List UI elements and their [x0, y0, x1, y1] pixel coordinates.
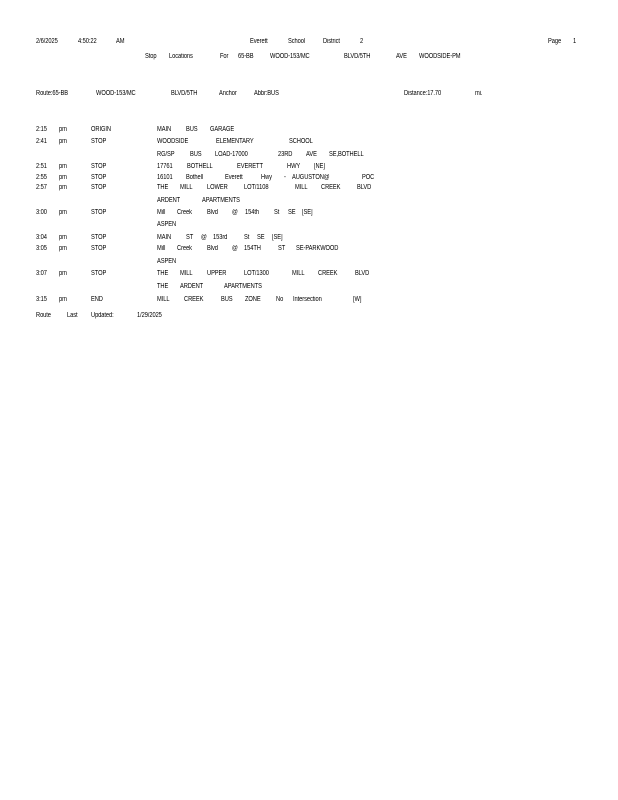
- stop-location-word: UPPER: [207, 270, 227, 277]
- route-id: Route:65-BB: [36, 90, 68, 97]
- stop-location-word: THE: [157, 184, 169, 191]
- stop-ampm: pm: [59, 174, 67, 181]
- footer-word: Updated:: [91, 312, 114, 319]
- stop-location-word: CREEK: [321, 184, 341, 191]
- report-ampm: AM: [116, 38, 125, 45]
- stop-location-word: SCHOOL: [289, 138, 313, 145]
- stop-location-word: ZONE: [245, 296, 261, 303]
- stop-type: STOP: [91, 209, 107, 216]
- stop-ampm: pm: [59, 126, 67, 133]
- route-distance: Distance:17.70: [404, 90, 442, 97]
- org-word: Everett: [250, 38, 268, 45]
- subtitle-word: WOODSIDE-PM: [419, 53, 461, 60]
- stop-location-word: CREEK: [184, 296, 204, 303]
- stop-location-word: ASPEN: [157, 221, 177, 228]
- stop-location-word: LOT/1108: [244, 184, 269, 191]
- stop-location-word: SE-PARKWOOD: [296, 245, 339, 252]
- stop-type: STOP: [91, 138, 107, 145]
- subtitle-word: BLVD/5TH: [344, 53, 371, 60]
- stop-location-word: MILL: [180, 184, 193, 191]
- stop-location-word: Bothell: [186, 174, 203, 181]
- org-word: School: [288, 38, 306, 45]
- stop-location-word: MILL: [180, 270, 193, 277]
- stop-location-word: Blvd: [207, 209, 218, 216]
- stop-ampm: pm: [59, 245, 67, 252]
- stop-location-word: BUS: [186, 126, 198, 133]
- stop-time: 3:04: [36, 234, 47, 241]
- subtitle-word: AVE: [396, 53, 407, 60]
- stop-ampm: pm: [59, 138, 67, 145]
- stop-time: 2:15: [36, 126, 47, 133]
- subtitle-word: WOOD-153/MC: [270, 53, 310, 60]
- stop-location-word: 153rd: [213, 234, 228, 241]
- stop-type: END: [91, 296, 103, 303]
- stop-location-word: THE: [157, 270, 169, 277]
- org-word: 2: [360, 38, 364, 45]
- stop-location-word: RG/SP: [157, 151, 175, 158]
- stop-location-word: LOWER: [207, 184, 228, 191]
- stop-location-word: SE: [257, 234, 265, 241]
- stop-location-word: HWY: [287, 163, 301, 170]
- stop-type: ORIGIN: [91, 126, 111, 133]
- stop-time: 3:00: [36, 209, 47, 216]
- footer-word: Route: [36, 312, 51, 319]
- stop-location-word: Intersection: [293, 296, 322, 303]
- stop-location-word: Everett: [225, 174, 243, 181]
- stop-location-word: THE: [157, 283, 169, 290]
- stop-ampm: pm: [59, 234, 67, 241]
- stop-type: STOP: [91, 174, 107, 181]
- stop-type: STOP: [91, 245, 107, 252]
- stop-location-word: GARAGE: [210, 126, 235, 133]
- report-date: 2/6/2025: [36, 38, 58, 45]
- stop-location-word: ASPEN: [157, 258, 177, 265]
- org-word: District: [323, 38, 340, 45]
- stop-location-word: 154TH: [244, 245, 261, 252]
- stop-location-word: @: [232, 209, 238, 216]
- route-distance-unit: mi.: [475, 90, 483, 97]
- stop-location-word: BLVD: [355, 270, 370, 277]
- stop-location-word: 17761: [157, 163, 173, 170]
- report-time: 4:50:22: [78, 38, 97, 45]
- subtitle-word: For: [220, 53, 229, 60]
- stop-location-word: AUGUSTON@: [292, 174, 330, 181]
- stop-location-word: Mill: [157, 245, 166, 252]
- stop-type: STOP: [91, 163, 107, 170]
- stop-ampm: pm: [59, 209, 67, 216]
- stop-location-word: [SE]: [272, 234, 283, 241]
- stop-type: STOP: [91, 184, 107, 191]
- stop-location-word: Blvd: [207, 245, 218, 252]
- stop-time: 2:57: [36, 184, 47, 191]
- stop-ampm: pm: [59, 296, 67, 303]
- stop-time: 2:41: [36, 138, 47, 145]
- stop-location-word: POC: [362, 174, 375, 181]
- stop-time: 2:55: [36, 174, 47, 181]
- stop-time: 2:51: [36, 163, 47, 170]
- stop-time: 3:15: [36, 296, 47, 303]
- route-street: BLVD/5TH: [171, 90, 198, 97]
- stop-type: STOP: [91, 234, 107, 241]
- stop-location-word: ARDENT: [180, 283, 204, 290]
- stop-location-word: BOTHELL: [187, 163, 213, 170]
- stop-location-word: [NE]: [314, 163, 325, 170]
- route-anchor: Anchor: [219, 90, 237, 97]
- stop-location-word: St: [274, 209, 280, 216]
- stop-type: STOP: [91, 270, 107, 277]
- page-label: Page: [548, 38, 562, 45]
- stop-location-word: No: [276, 296, 284, 303]
- stop-location-word: MAIN: [157, 126, 172, 133]
- stop-location-word: 16101: [157, 174, 173, 181]
- stop-time: 3:05: [36, 245, 47, 252]
- stop-location-word: SE: [288, 209, 296, 216]
- stop-location-word: LOAD-17000: [215, 151, 248, 158]
- stop-location-word: MAIN: [157, 234, 172, 241]
- stop-location-word: BUS: [221, 296, 233, 303]
- stop-location-word: Mill: [157, 209, 166, 216]
- subtitle-word: Locations: [169, 53, 193, 60]
- stop-location-word: AVE: [306, 151, 317, 158]
- stop-location-word: EVERETT: [237, 163, 263, 170]
- route-code: WOOD-153/MC: [96, 90, 136, 97]
- page-number: 1: [573, 38, 577, 45]
- stop-location-word: APARTMENTS: [202, 197, 240, 204]
- subtitle-word: Stop: [145, 53, 157, 60]
- subtitle-word: 65-BB: [238, 53, 254, 60]
- stop-location-word: [SE]: [302, 209, 313, 216]
- stop-location-word: BUS: [190, 151, 202, 158]
- stop-location-word: CREEK: [318, 270, 338, 277]
- stop-location-word: LOT/1300: [244, 270, 269, 277]
- stop-location-word: SE,BOTHELL: [329, 151, 364, 158]
- stop-location-word: 154th: [245, 209, 259, 216]
- stop-location-word: Creek: [177, 209, 192, 216]
- stop-location-word: MILL: [292, 270, 305, 277]
- stop-location-word: ELEMENTARY: [216, 138, 254, 145]
- stop-ampm: pm: [59, 163, 67, 170]
- route-abbr: Abbr:BUS: [254, 90, 279, 97]
- stop-location-word: 23RD: [278, 151, 293, 158]
- stop-time: 3:07: [36, 270, 47, 277]
- stop-location-word: ARDENT: [157, 197, 181, 204]
- footer-date: 1/29/2025: [137, 312, 162, 319]
- stop-ampm: pm: [59, 270, 67, 277]
- stop-location-word: ST: [186, 234, 194, 241]
- stop-ampm: pm: [59, 184, 67, 191]
- stop-location-word: @: [201, 234, 207, 241]
- stop-location-word: MILL: [157, 296, 170, 303]
- stop-location-word: APARTMENTS: [224, 283, 262, 290]
- stop-location-word: MILL: [295, 184, 308, 191]
- stop-location-word: Hwy: [261, 174, 272, 181]
- stop-location-word: @: [232, 245, 238, 252]
- stop-location-word: [W]: [353, 296, 362, 303]
- stop-location-word: BLVD: [357, 184, 372, 191]
- stop-location-word: -: [284, 174, 286, 181]
- stop-location-word: WOODSIDE: [157, 138, 189, 145]
- stop-location-word: Creek: [177, 245, 192, 252]
- stop-location-word: St: [244, 234, 250, 241]
- footer-word: Last: [67, 312, 78, 319]
- stop-location-word: ST: [278, 245, 286, 252]
